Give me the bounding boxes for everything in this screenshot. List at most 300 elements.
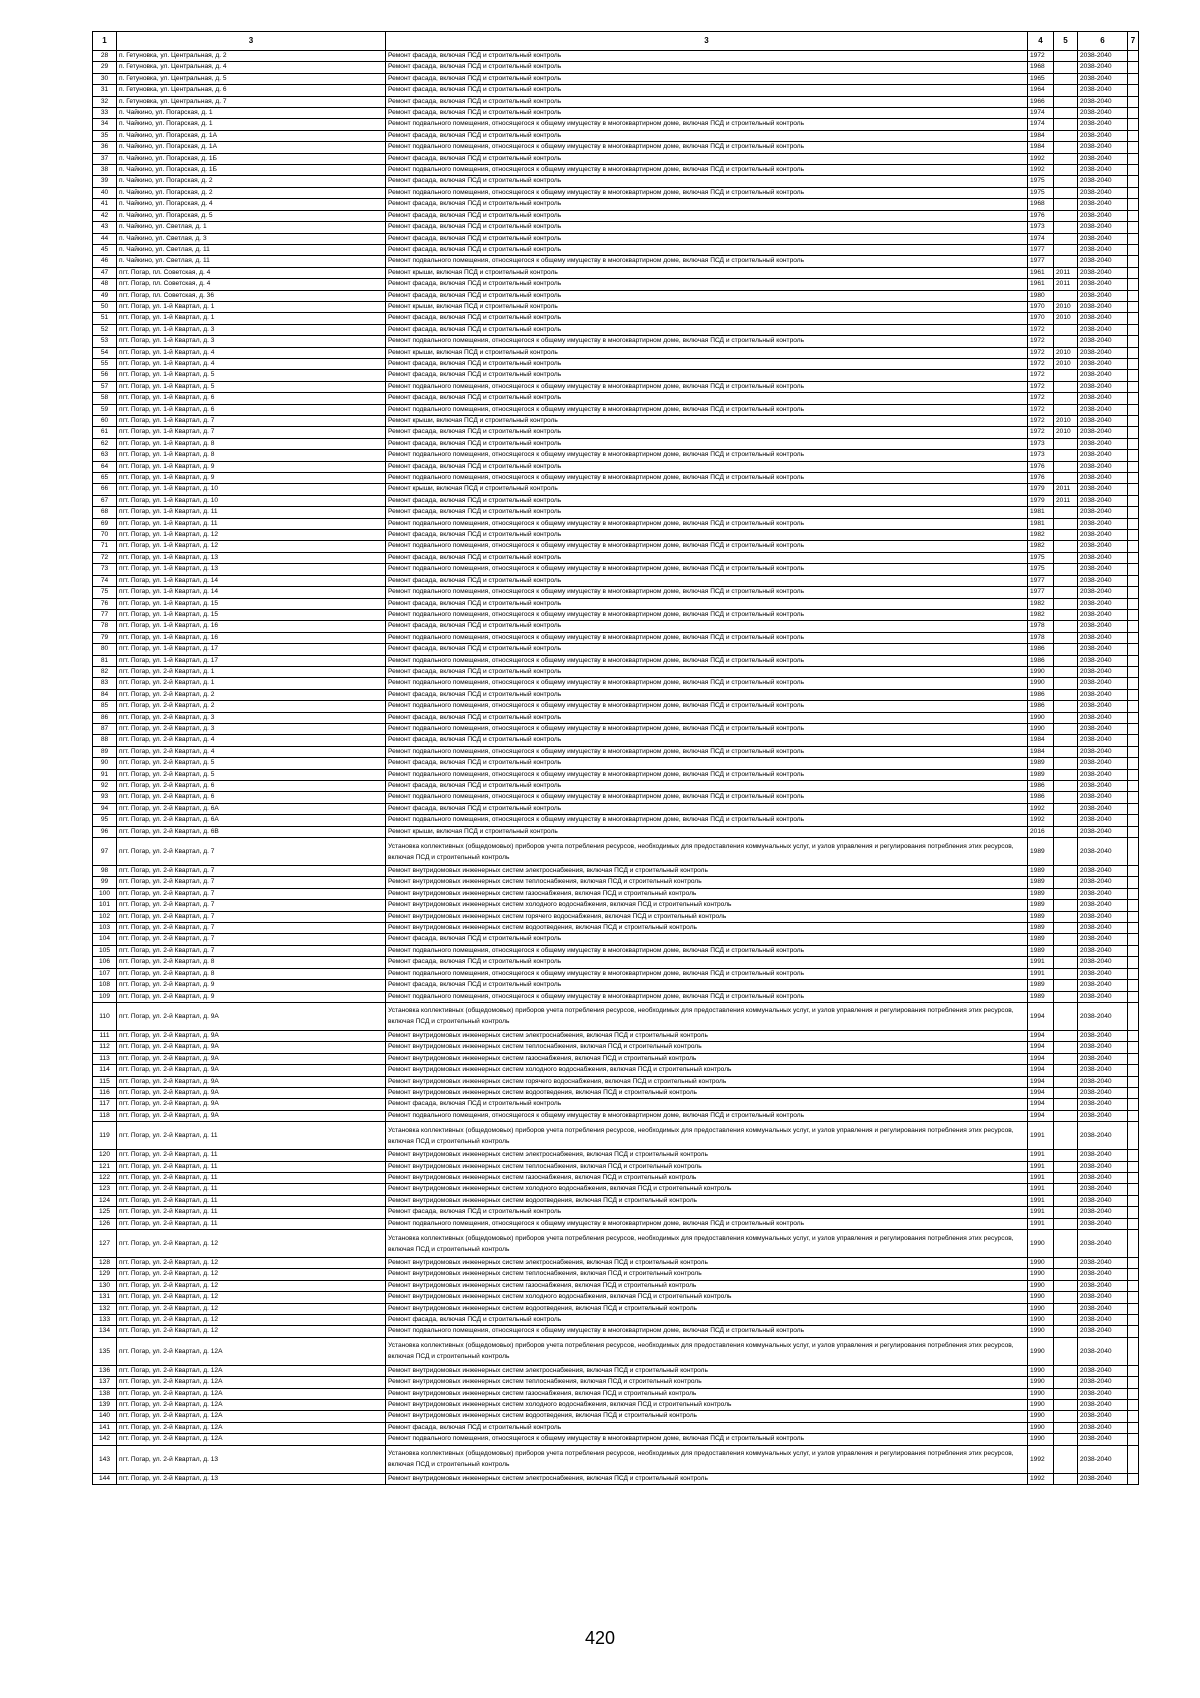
- year-built: 1990: [1028, 1315, 1054, 1326]
- work-type: Ремонт внутридомовых инженерных систем водоотведения, включая ПСД и строительный контроль: [386, 923, 1028, 934]
- work-type: Ремонт подвального помещения, относящегося к общему имуществу в многоквартирном доме, включая ПСД и строительный контроль: [386, 723, 1028, 734]
- address: пгт. Погар, ул. 2-й Квартал, д. 12: [117, 1280, 386, 1291]
- year-last-repair: [1054, 1434, 1078, 1445]
- col-7-cell: [1128, 1326, 1139, 1337]
- year-last-repair: [1054, 1269, 1078, 1280]
- row-number: 84: [93, 689, 117, 700]
- table-row: [93, 1030, 1139, 1041]
- col-7-cell: [1128, 130, 1139, 141]
- planned-period: 2038-2040: [1078, 1218, 1128, 1229]
- planned-period: 2038-2040: [1078, 427, 1128, 438]
- year-last-repair: [1054, 1122, 1078, 1150]
- year-built: 1992: [1028, 165, 1054, 176]
- col-7-cell: [1128, 1122, 1139, 1150]
- row-number: 121: [93, 1161, 117, 1172]
- year-last-repair: [1054, 165, 1078, 176]
- header-col-6: 6: [1078, 32, 1128, 51]
- year-last-repair: [1054, 701, 1078, 712]
- row-number: 117: [93, 1099, 117, 1110]
- year-built: 1991: [1028, 1172, 1054, 1183]
- planned-period: 2038-2040: [1078, 621, 1128, 632]
- work-type: Ремонт фасада, включая ПСД и строительный контроль: [386, 1422, 1028, 1433]
- planned-period: 2038-2040: [1078, 461, 1128, 472]
- planned-period: 2038-2040: [1078, 1445, 1128, 1473]
- planned-period: 2038-2040: [1078, 1030, 1128, 1041]
- address: пгт. Погар, ул. 2-й Квартал, д. 9А: [117, 1030, 386, 1041]
- work-type: Ремонт фасада, включая ПСД и строительный контроль: [386, 324, 1028, 335]
- row-number: 61: [93, 427, 117, 438]
- address: пгт. Погар, ул. 2-й Квартал, д. 13: [117, 1473, 386, 1484]
- year-built: 1972: [1028, 404, 1054, 415]
- year-last-repair: [1054, 923, 1078, 934]
- planned-period: 2038-2040: [1078, 735, 1128, 746]
- address: пгт. Погар, ул. 1-й Квартал, д. 16: [117, 632, 386, 643]
- year-last-repair: [1054, 336, 1078, 347]
- work-type: Ремонт внутридомовых инженерных систем холодного водоснабжения, включая ПСД и строительный контроль: [386, 1400, 1028, 1411]
- work-type: Ремонт подвального помещения, относящегося к общему имуществу в многоквартирном доме, включая ПСД и строительный контроль: [386, 473, 1028, 484]
- row-number: 42: [93, 210, 117, 221]
- col-7-cell: [1128, 96, 1139, 107]
- col-7-cell: [1128, 666, 1139, 677]
- table-row: [93, 256, 1139, 267]
- page-number: 420: [584, 1628, 616, 1648]
- planned-period: 2038-2040: [1078, 968, 1128, 979]
- row-number: 130: [93, 1280, 117, 1291]
- row-number: 54: [93, 347, 117, 358]
- table-row: [93, 866, 1139, 877]
- year-last-repair: [1054, 187, 1078, 198]
- table-row: [93, 803, 1139, 814]
- work-type: Ремонт внутридомовых инженерных систем электроснабжения, включая ПСД и строительный контроль: [386, 1030, 1028, 1041]
- address: пгт. Погар, ул. 1-й Квартал, д. 14: [117, 587, 386, 598]
- address: пгт. Погар, ул. 2-й Квартал, д. 12: [117, 1230, 386, 1258]
- table-row: [93, 324, 1139, 335]
- planned-period: 2038-2040: [1078, 199, 1128, 210]
- row-number: 63: [93, 450, 117, 461]
- year-last-repair: [1054, 980, 1078, 991]
- work-type: Ремонт фасада, включая ПСД и строительный контроль: [386, 370, 1028, 381]
- year-built: 1986: [1028, 701, 1054, 712]
- work-type: Ремонт внутридомовых инженерных систем горячего водоснабжения, включая ПСД и строительный контроль: [386, 1076, 1028, 1087]
- registry-table-container: [92, 31, 1138, 1485]
- year-last-repair: [1054, 792, 1078, 803]
- planned-period: 2038-2040: [1078, 1473, 1128, 1484]
- col-7-cell: [1128, 723, 1139, 734]
- work-type: Ремонт крыши, включая ПСД и строительный контроль: [386, 301, 1028, 312]
- work-type: Ремонт подвального помещения, относящегося к общему имуществу в многоквартирном доме, включая ПСД и строительный контроль: [386, 991, 1028, 1002]
- col-7-cell: [1128, 358, 1139, 369]
- col-7-cell: [1128, 473, 1139, 484]
- year-built: 1992: [1028, 153, 1054, 164]
- col-7-cell: [1128, 290, 1139, 301]
- address: пгт. Погар, ул. 1-й Квартал, д. 10: [117, 484, 386, 495]
- work-type: Ремонт внутридомовых инженерных систем электроснабжения, включая ПСД и строительный контроль: [386, 866, 1028, 877]
- col-7-cell: [1128, 347, 1139, 358]
- address: пгт. Погар, ул. 1-й Квартал, д. 13: [117, 552, 386, 563]
- year-last-repair: 2011: [1054, 279, 1078, 290]
- planned-period: 2038-2040: [1078, 1258, 1128, 1269]
- address: п. Чайкино, ул. Светлая, д. 11: [117, 244, 386, 255]
- address: п. Гетуновка, ул. Центральная, д. 4: [117, 62, 386, 73]
- work-type: Ремонт фасада, включая ПСД и строительный контроль: [386, 358, 1028, 369]
- year-built: 1978: [1028, 621, 1054, 632]
- work-type: Ремонт внутридомовых инженерных систем теплоснабжения, включая ПСД и строительный контроль: [386, 877, 1028, 888]
- table-row: [93, 1195, 1139, 1206]
- table-row: [93, 73, 1139, 84]
- address: пгт. Погар, ул. 2-й Квартал, д. 13: [117, 1445, 386, 1473]
- planned-period: 2038-2040: [1078, 301, 1128, 312]
- col-7-cell: [1128, 689, 1139, 700]
- col-7-cell: [1128, 450, 1139, 461]
- planned-period: 2038-2040: [1078, 1326, 1128, 1337]
- planned-period: 2038-2040: [1078, 888, 1128, 899]
- col-7-cell: [1128, 85, 1139, 96]
- row-number: 46: [93, 256, 117, 267]
- planned-period: 2038-2040: [1078, 609, 1128, 620]
- col-7-cell: [1128, 1337, 1139, 1365]
- planned-period: 2038-2040: [1078, 73, 1128, 84]
- address: пгт. Погар, ул. 1-й Квартал, д. 16: [117, 621, 386, 632]
- year-last-repair: [1054, 176, 1078, 187]
- col-7-cell: [1128, 621, 1139, 632]
- work-type: Ремонт фасада, включая ПСД и строительный контроль: [386, 461, 1028, 472]
- col-7-cell: [1128, 587, 1139, 598]
- row-number: 33: [93, 108, 117, 119]
- year-built: 1979: [1028, 484, 1054, 495]
- row-number: 53: [93, 336, 117, 347]
- col-7-cell: [1128, 803, 1139, 814]
- year-built: 1982: [1028, 541, 1054, 552]
- row-number: 116: [93, 1087, 117, 1098]
- work-type: Ремонт фасада, включая ПСД и строительный контроль: [386, 222, 1028, 233]
- year-built: 1961: [1028, 267, 1054, 278]
- table-row: [93, 1315, 1139, 1326]
- table-row: [93, 1065, 1139, 1076]
- row-number: 141: [93, 1422, 117, 1433]
- planned-period: 2038-2040: [1078, 746, 1128, 757]
- year-last-repair: [1054, 62, 1078, 73]
- planned-period: 2038-2040: [1078, 980, 1128, 991]
- year-last-repair: [1054, 210, 1078, 221]
- work-type: Ремонт подвального помещения, относящегося к общему имуществу в многоквартирном доме, включая ПСД и строительный контроль: [386, 1218, 1028, 1229]
- planned-period: 2038-2040: [1078, 96, 1128, 107]
- year-built: 1991: [1028, 1150, 1054, 1161]
- year-last-repair: [1054, 404, 1078, 415]
- address: пгт. Погар, ул. 2-й Квартал, д. 12А: [117, 1337, 386, 1365]
- year-built: 1986: [1028, 655, 1054, 666]
- planned-period: 2038-2040: [1078, 1042, 1128, 1053]
- year-last-repair: 2011: [1054, 267, 1078, 278]
- table-row: [93, 438, 1139, 449]
- address: п. Гетуновка, ул. Центральная, д. 7: [117, 96, 386, 107]
- year-built: 1990: [1028, 678, 1054, 689]
- col-7-cell: [1128, 826, 1139, 837]
- planned-period: 2038-2040: [1078, 336, 1128, 347]
- planned-period: 2038-2040: [1078, 1195, 1128, 1206]
- table-row: [93, 210, 1139, 221]
- planned-period: 2038-2040: [1078, 450, 1128, 461]
- year-built: 1975: [1028, 187, 1054, 198]
- year-last-repair: [1054, 678, 1078, 689]
- address: п. Чайкино, ул. Погарская, д. 1А: [117, 130, 386, 141]
- year-last-repair: [1054, 1161, 1078, 1172]
- address: пгт. Погар, ул. 2-й Квартал, д. 11: [117, 1161, 386, 1172]
- planned-period: 2038-2040: [1078, 991, 1128, 1002]
- row-number: 75: [93, 587, 117, 598]
- row-number: 85: [93, 701, 117, 712]
- col-7-cell: [1128, 518, 1139, 529]
- year-built: 1975: [1028, 564, 1054, 575]
- address: пгт. Погар, ул. 2-й Квартал, д. 12А: [117, 1388, 386, 1399]
- year-built: 1977: [1028, 256, 1054, 267]
- work-type: Ремонт фасада, включая ПСД и строительный контроль: [386, 735, 1028, 746]
- address: п. Гетуновка, ул. Центральная, д. 2: [117, 51, 386, 62]
- year-built: 1975: [1028, 552, 1054, 563]
- planned-period: 2038-2040: [1078, 347, 1128, 358]
- table-row: [93, 1150, 1139, 1161]
- table-row: [93, 666, 1139, 677]
- col-7-cell: [1128, 176, 1139, 187]
- year-last-repair: [1054, 1218, 1078, 1229]
- planned-period: 2038-2040: [1078, 142, 1128, 153]
- planned-period: 2038-2040: [1078, 1388, 1128, 1399]
- year-last-repair: [1054, 587, 1078, 598]
- col-7-cell: [1128, 1473, 1139, 1484]
- year-last-repair: [1054, 968, 1078, 979]
- address: пгт. Погар, ул. 2-й Квартал, д. 6В: [117, 826, 386, 837]
- row-number: 68: [93, 507, 117, 518]
- col-7-cell: [1128, 336, 1139, 347]
- planned-period: 2038-2040: [1078, 541, 1128, 552]
- year-last-repair: [1054, 1292, 1078, 1303]
- year-last-repair: [1054, 222, 1078, 233]
- col-7-cell: [1128, 609, 1139, 620]
- planned-period: 2038-2040: [1078, 313, 1128, 324]
- planned-period: 2038-2040: [1078, 769, 1128, 780]
- table-row: [93, 301, 1139, 312]
- col-7-cell: [1128, 222, 1139, 233]
- year-last-repair: [1054, 473, 1078, 484]
- row-number: 137: [93, 1377, 117, 1388]
- table-row: [93, 1110, 1139, 1121]
- col-7-cell: [1128, 62, 1139, 73]
- work-type: Ремонт фасада, включая ПСД и строительный контроль: [386, 666, 1028, 677]
- table-row: [93, 564, 1139, 575]
- year-last-repair: 2010: [1054, 347, 1078, 358]
- row-number: 50: [93, 301, 117, 312]
- col-7-cell: [1128, 108, 1139, 119]
- col-7-cell: [1128, 210, 1139, 221]
- table-row: [93, 267, 1139, 278]
- address: пгт. Погар, ул. 2-й Квартал, д. 12А: [117, 1365, 386, 1376]
- table-row: [93, 1337, 1139, 1365]
- work-type: Ремонт фасада, включая ПСД и строительный контроль: [386, 393, 1028, 404]
- row-number: 43: [93, 222, 117, 233]
- work-type: Установка коллективных (общедомовых) приборов учета потребления ресурсов, необходимых для предоставления коммунальных услуг, и узлов управления и регулирования потребления этих ресурсов, включая ПСД и строительный контроль: [386, 1122, 1028, 1150]
- work-type: Ремонт фасада, включая ПСД и строительный контроль: [386, 530, 1028, 541]
- planned-period: 2038-2040: [1078, 911, 1128, 922]
- table-row: [93, 1434, 1139, 1445]
- table-row: [93, 632, 1139, 643]
- row-number: 86: [93, 712, 117, 723]
- year-built: 1972: [1028, 416, 1054, 427]
- row-number: 135: [93, 1337, 117, 1365]
- year-built: 1990: [1028, 1258, 1054, 1269]
- year-built: 1994: [1028, 1099, 1054, 1110]
- year-built: 1982: [1028, 530, 1054, 541]
- header-col-3: 3: [386, 32, 1028, 51]
- year-built: 1973: [1028, 438, 1054, 449]
- year-last-repair: 2011: [1054, 495, 1078, 506]
- col-7-cell: [1128, 142, 1139, 153]
- year-built: 1961: [1028, 279, 1054, 290]
- col-7-cell: [1128, 530, 1139, 541]
- year-last-repair: [1054, 1195, 1078, 1206]
- table-row: [93, 1473, 1139, 1484]
- year-last-repair: [1054, 1110, 1078, 1121]
- address: п. Чайкино, ул. Погарская, д. 5: [117, 210, 386, 221]
- table-row: [93, 1207, 1139, 1218]
- planned-period: 2038-2040: [1078, 119, 1128, 130]
- address: пгт. Погар, ул. 2-й Квартал, д. 4: [117, 735, 386, 746]
- row-number: 55: [93, 358, 117, 369]
- col-7-cell: [1128, 911, 1139, 922]
- address: пгт. Погар, ул. 1-й Квартал, д. 15: [117, 598, 386, 609]
- row-number: 92: [93, 781, 117, 792]
- planned-period: 2038-2040: [1078, 945, 1128, 956]
- year-last-repair: [1054, 393, 1078, 404]
- work-type: Ремонт подвального помещения, относящегося к общему имуществу в многоквартирном доме, включая ПСД и строительный контроль: [386, 1434, 1028, 1445]
- year-built: 1990: [1028, 1365, 1054, 1376]
- row-number: 81: [93, 655, 117, 666]
- col-7-cell: [1128, 438, 1139, 449]
- address: пгт. Погар, ул. 2-й Квартал, д. 7: [117, 838, 386, 866]
- row-number: 35: [93, 130, 117, 141]
- year-built: 1990: [1028, 712, 1054, 723]
- year-built: 1977: [1028, 575, 1054, 586]
- year-last-repair: [1054, 781, 1078, 792]
- year-built: 1989: [1028, 877, 1054, 888]
- year-last-repair: [1054, 598, 1078, 609]
- col-7-cell: [1128, 313, 1139, 324]
- year-built: 1990: [1028, 1230, 1054, 1258]
- address: пгт. Погар, ул. 1-й Квартал, д. 3: [117, 324, 386, 335]
- year-last-repair: [1054, 530, 1078, 541]
- table-row: [93, 1269, 1139, 1280]
- planned-period: 2038-2040: [1078, 723, 1128, 734]
- work-type: Ремонт фасада, включая ПСД и строительный контроль: [386, 803, 1028, 814]
- col-7-cell: [1128, 484, 1139, 495]
- address: пгт. Погар, ул. 1-й Квартал, д. 4: [117, 347, 386, 358]
- row-number: 102: [93, 911, 117, 922]
- year-built: 1984: [1028, 130, 1054, 141]
- planned-period: 2038-2040: [1078, 404, 1128, 415]
- table-row: [93, 826, 1139, 837]
- work-type: Ремонт фасада, включая ПСД и строительный контроль: [386, 781, 1028, 792]
- row-number: 87: [93, 723, 117, 734]
- year-last-repair: [1054, 666, 1078, 677]
- year-last-repair: [1054, 507, 1078, 518]
- address: п. Гетуновка, ул. Центральная, д. 6: [117, 85, 386, 96]
- address: пгт. Погар, ул. 2-й Квартал, д. 3: [117, 712, 386, 723]
- col-7-cell: [1128, 51, 1139, 62]
- planned-period: 2038-2040: [1078, 1002, 1128, 1030]
- work-type: Ремонт фасада, включая ПСД и строительный контроль: [386, 96, 1028, 107]
- planned-period: 2038-2040: [1078, 587, 1128, 598]
- work-type: Ремонт подвального помещения, относящегося к общему имуществу в многоквартирном доме, включая ПСД и строительный контроль: [386, 655, 1028, 666]
- planned-period: 2038-2040: [1078, 1365, 1128, 1376]
- address: пгт. Погар, ул. 1-й Квартал, д. 1: [117, 313, 386, 324]
- address: пгт. Погар, ул. 2-й Квартал, д. 11: [117, 1172, 386, 1183]
- col-7-cell: [1128, 267, 1139, 278]
- year-built: 1986: [1028, 781, 1054, 792]
- year-last-repair: [1054, 130, 1078, 141]
- address: пгт. Погар, ул. 2-й Квартал, д. 11: [117, 1122, 386, 1150]
- year-last-repair: [1054, 1388, 1078, 1399]
- year-built: 1966: [1028, 96, 1054, 107]
- year-last-repair: [1054, 655, 1078, 666]
- address: п. Чайкино, ул. Погарская, д. 2: [117, 176, 386, 187]
- col-7-cell: [1128, 495, 1139, 506]
- planned-period: 2038-2040: [1078, 324, 1128, 335]
- row-number: 140: [93, 1411, 117, 1422]
- year-built: 1981: [1028, 507, 1054, 518]
- planned-period: 2038-2040: [1078, 1292, 1128, 1303]
- table-row: [93, 746, 1139, 757]
- year-last-repair: [1054, 552, 1078, 563]
- table-row: [93, 552, 1139, 563]
- table-row: [93, 1365, 1139, 1376]
- table-row: [93, 911, 1139, 922]
- year-last-repair: [1054, 1053, 1078, 1064]
- year-last-repair: [1054, 815, 1078, 826]
- row-number: 134: [93, 1326, 117, 1337]
- table-row: [93, 1161, 1139, 1172]
- year-last-repair: [1054, 244, 1078, 255]
- row-number: 56: [93, 370, 117, 381]
- year-built: 1986: [1028, 689, 1054, 700]
- year-last-repair: [1054, 632, 1078, 643]
- col-7-cell: [1128, 1110, 1139, 1121]
- col-7-cell: [1128, 1184, 1139, 1195]
- row-number: 129: [93, 1269, 117, 1280]
- table-row: [93, 541, 1139, 552]
- planned-period: 2038-2040: [1078, 803, 1128, 814]
- year-last-repair: [1054, 888, 1078, 899]
- planned-period: 2038-2040: [1078, 866, 1128, 877]
- year-built: 1991: [1028, 1161, 1054, 1172]
- registry-table: [92, 31, 1139, 1485]
- year-last-repair: [1054, 1473, 1078, 1484]
- row-number: 57: [93, 381, 117, 392]
- col-7-cell: [1128, 923, 1139, 934]
- planned-period: 2038-2040: [1078, 1150, 1128, 1161]
- col-7-cell: [1128, 1150, 1139, 1161]
- year-built: 1992: [1028, 1445, 1054, 1473]
- work-type: Ремонт фасада, включая ПСД и строительный контроль: [386, 290, 1028, 301]
- col-7-cell: [1128, 1303, 1139, 1314]
- year-built: 1990: [1028, 1303, 1054, 1314]
- col-7-cell: [1128, 541, 1139, 552]
- planned-period: 2038-2040: [1078, 701, 1128, 712]
- row-number: 98: [93, 866, 117, 877]
- col-7-cell: [1128, 815, 1139, 826]
- year-last-repair: [1054, 746, 1078, 757]
- planned-period: 2038-2040: [1078, 934, 1128, 945]
- planned-period: 2038-2040: [1078, 1184, 1128, 1195]
- planned-period: 2038-2040: [1078, 1411, 1128, 1422]
- col-7-cell: [1128, 1292, 1139, 1303]
